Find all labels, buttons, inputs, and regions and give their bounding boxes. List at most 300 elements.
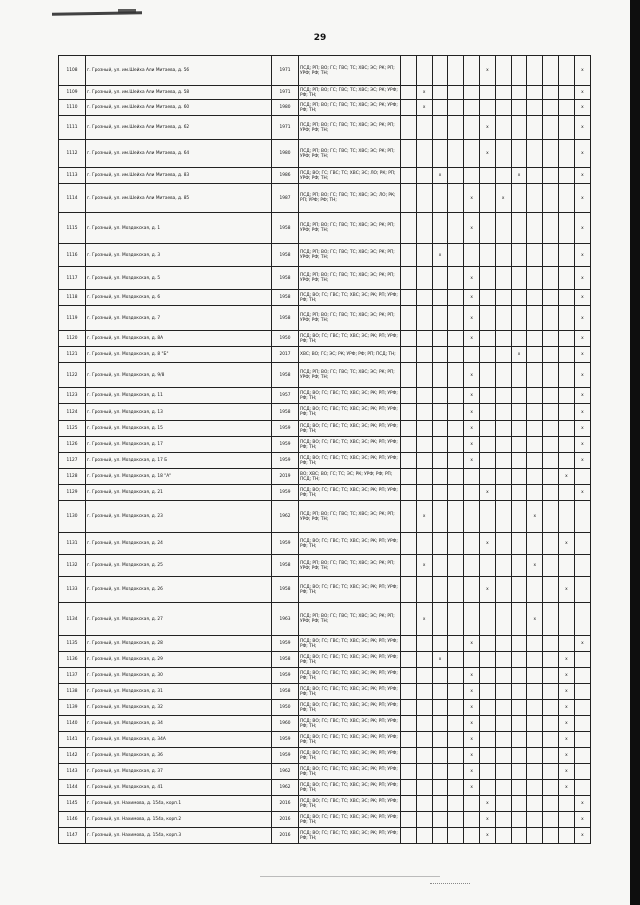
row-mark-cell bbox=[543, 469, 559, 485]
row-mark-cell bbox=[464, 86, 480, 100]
row-mark-cell bbox=[495, 828, 511, 844]
row-mark-cell bbox=[448, 485, 464, 501]
row-mark-cell bbox=[495, 603, 511, 636]
row-mark-cell bbox=[511, 636, 527, 652]
row-mark-cell bbox=[464, 555, 480, 577]
row-mark-cell bbox=[401, 485, 417, 501]
row-mark-cell bbox=[495, 716, 511, 732]
row-systems: ПСД; ВО; ГС; ГВС; ТС; ХВС; ЭС; РК; РП; УРФ; РФ; ТН; bbox=[299, 388, 401, 404]
row-mark-cell bbox=[495, 388, 511, 404]
row-address: г. Грозный, ул. Моздокская, д. 5 bbox=[86, 267, 272, 290]
row-mark-cell: x bbox=[464, 684, 480, 700]
row-address: г. Грозный, ул. им.Шейха Али Митаева, д. 60 bbox=[86, 100, 272, 116]
row-mark-cell bbox=[495, 780, 511, 796]
row-mark-cell bbox=[558, 453, 574, 469]
row-mark-cell bbox=[527, 780, 543, 796]
row-mark-cell bbox=[479, 404, 495, 421]
row-systems: ПСД; ВО; ГС; ГВС; ТС; ХВС; ЭС; РК; РП; УРФ; РФ; ТН; bbox=[299, 684, 401, 700]
row-number: 1122 bbox=[59, 363, 86, 388]
row-mark-cell bbox=[543, 306, 559, 331]
row-address: г. Грозный, ул. Моздокская, д. 15 bbox=[86, 421, 272, 437]
row-number: 1117 bbox=[59, 267, 86, 290]
row-mark-cell bbox=[401, 748, 417, 764]
row-mark-cell bbox=[511, 421, 527, 437]
row-mark-cell: x bbox=[464, 764, 480, 780]
row-mark-cell bbox=[527, 533, 543, 555]
row-mark-cell bbox=[448, 780, 464, 796]
row-mark-cell bbox=[511, 828, 527, 844]
row-mark-cell bbox=[574, 668, 590, 684]
row-mark-cell bbox=[401, 140, 417, 168]
row-address: г. Грозный, ул. Моздокская, д. 23 bbox=[86, 501, 272, 533]
row-mark-cell bbox=[511, 555, 527, 577]
row-mark-cell bbox=[464, 485, 480, 501]
row-mark-cell: x bbox=[416, 501, 432, 533]
row-address: г. Грозный, ул. Нахимова, д. 154а, корп.1 bbox=[86, 796, 272, 812]
row-number: 1146 bbox=[59, 812, 86, 828]
row-number: 1140 bbox=[59, 716, 86, 732]
row-mark-cell: x bbox=[464, 363, 480, 388]
row-systems: ПСД; РП; ВО; ГС; ГВС; ТС; ХВС; ЭС; РК; РП; УРФ; РФ; ТН; bbox=[299, 213, 401, 244]
row-mark-cell bbox=[416, 168, 432, 184]
row-mark-cell bbox=[448, 363, 464, 388]
row-mark-cell bbox=[543, 437, 559, 453]
row-number: 1133 bbox=[59, 577, 86, 603]
row-year: 1958 bbox=[272, 652, 299, 668]
row-mark-cell bbox=[511, 780, 527, 796]
row-mark-cell bbox=[527, 636, 543, 652]
row-mark-cell: x bbox=[558, 716, 574, 732]
row-systems: ПСД; ВО; ГС; ГВС; ТС; ХВС; ЭС; РК; РП; УРФ; РФ; ТН; bbox=[299, 700, 401, 716]
row-systems: ПСД; ВО; ГС; ГВС; ТС; ХВС; ЭС; РК; РП; УРФ; РФ; ТН; bbox=[299, 716, 401, 732]
row-systems: ПСД; ВО; ГС; ГВС; ТС; ХВС; ЭС; РК; РП; УРФ; РФ; ТН; bbox=[299, 652, 401, 668]
row-number: 1147 bbox=[59, 828, 86, 844]
table-row bbox=[59, 56, 591, 86]
row-year: 1958 bbox=[272, 306, 299, 331]
table-row bbox=[59, 404, 591, 421]
row-mark-cell bbox=[527, 437, 543, 453]
row-mark-cell: x bbox=[574, 437, 590, 453]
row-mark-cell bbox=[511, 306, 527, 331]
row-mark-cell bbox=[543, 716, 559, 732]
row-mark-cell bbox=[527, 363, 543, 388]
row-mark-cell bbox=[543, 290, 559, 306]
row-mark-cell bbox=[558, 306, 574, 331]
table-row bbox=[59, 244, 591, 267]
row-mark-cell bbox=[527, 796, 543, 812]
row-mark-cell bbox=[543, 636, 559, 652]
row-mark-cell bbox=[479, 347, 495, 363]
row-mark-cell bbox=[543, 168, 559, 184]
row-mark-cell bbox=[511, 764, 527, 780]
row-mark-cell: x bbox=[464, 453, 480, 469]
row-mark-cell bbox=[495, 56, 511, 86]
row-mark-cell bbox=[479, 700, 495, 716]
row-mark-cell bbox=[432, 437, 448, 453]
row-mark-cell bbox=[558, 555, 574, 577]
row-mark-cell: x bbox=[464, 780, 480, 796]
row-mark-cell bbox=[574, 555, 590, 577]
row-systems: ПСД; ВО; ГС; ГВС; ТС; ХВС; ЭС; РК; РП; УРФ; РФ; ТН; bbox=[299, 331, 401, 347]
row-number: 1137 bbox=[59, 668, 86, 684]
row-mark-cell bbox=[511, 485, 527, 501]
row-mark-cell bbox=[416, 331, 432, 347]
row-mark-cell bbox=[401, 290, 417, 306]
row-year: 1958 bbox=[272, 290, 299, 306]
row-year: 1958 bbox=[272, 684, 299, 700]
row-systems: ПСД; ВО; ГС; ГВС; ТС; ХВС; ЭС; РК; РП; УРФ; РФ; ТН; bbox=[299, 636, 401, 652]
row-mark-cell bbox=[527, 306, 543, 331]
row-mark-cell bbox=[543, 652, 559, 668]
row-mark-cell bbox=[448, 331, 464, 347]
row-mark-cell bbox=[432, 485, 448, 501]
row-year: 1963 bbox=[272, 603, 299, 636]
row-mark-cell bbox=[495, 86, 511, 100]
row-mark-cell bbox=[527, 184, 543, 213]
row-address: г. Грозный, ул. Моздокская, д. 13 bbox=[86, 404, 272, 421]
row-mark-cell: x bbox=[574, 453, 590, 469]
row-mark-cell bbox=[527, 732, 543, 748]
row-mark-cell bbox=[543, 577, 559, 603]
row-mark-cell bbox=[495, 485, 511, 501]
row-mark-cell bbox=[432, 700, 448, 716]
row-systems: ПСД; РП; ВО; ГС; ГВС; ТС; ХВС; ЭС; РК; РП; УРФ; РФ; ТН; bbox=[299, 244, 401, 267]
row-mark-cell: x bbox=[558, 668, 574, 684]
row-mark-cell bbox=[448, 796, 464, 812]
row-mark-cell: x bbox=[574, 244, 590, 267]
row-mark-cell bbox=[495, 363, 511, 388]
row-mark-cell bbox=[448, 86, 464, 100]
row-mark-cell bbox=[401, 764, 417, 780]
row-mark-cell: x bbox=[574, 363, 590, 388]
row-mark-cell bbox=[401, 331, 417, 347]
row-mark-cell bbox=[574, 603, 590, 636]
row-mark-cell: x bbox=[479, 796, 495, 812]
row-mark-cell: x bbox=[558, 533, 574, 555]
row-mark-cell: x bbox=[479, 140, 495, 168]
row-mark-cell bbox=[479, 290, 495, 306]
row-mark-cell bbox=[495, 764, 511, 780]
row-mark-cell bbox=[432, 796, 448, 812]
row-mark-cell bbox=[558, 421, 574, 437]
row-mark-cell bbox=[432, 331, 448, 347]
row-year: 1959 bbox=[272, 533, 299, 555]
row-year: 1959 bbox=[272, 453, 299, 469]
row-mark-cell bbox=[448, 700, 464, 716]
row-mark-cell bbox=[543, 764, 559, 780]
row-mark-cell bbox=[527, 421, 543, 437]
row-mark-cell bbox=[432, 603, 448, 636]
row-mark-cell bbox=[543, 812, 559, 828]
row-mark-cell bbox=[416, 636, 432, 652]
row-mark-cell bbox=[558, 267, 574, 290]
row-address: г. Грозный, ул. Нахимова, д. 154а, корп.3 bbox=[86, 828, 272, 844]
row-systems: ПСД; ВО; ГС; ГВС; ТС; ХВС; ЭС; РК; РП; УРФ; РФ; ТН; bbox=[299, 812, 401, 828]
row-number: 1125 bbox=[59, 421, 86, 437]
row-mark-cell bbox=[401, 603, 417, 636]
row-mark-cell bbox=[558, 501, 574, 533]
row-mark-cell: x bbox=[574, 828, 590, 844]
row-mark-cell bbox=[432, 347, 448, 363]
row-systems: ПСД; РП; ВО; ГС; ГВС; ТС; ХВС; ЭС; РК; УРФ; РФ; ТН; bbox=[299, 86, 401, 100]
row-mark-cell: x bbox=[464, 331, 480, 347]
row-mark-cell bbox=[527, 168, 543, 184]
row-mark-cell bbox=[448, 501, 464, 533]
row-mark-cell: x bbox=[558, 577, 574, 603]
row-mark-cell bbox=[527, 469, 543, 485]
row-mark-cell bbox=[401, 700, 417, 716]
row-systems: ПСД; ВО; ГС; ГВС; ТС; ХВС; ЭС; РК; РП; УРФ; РФ; ТН; bbox=[299, 748, 401, 764]
row-year: 1958 bbox=[272, 555, 299, 577]
row-mark-cell bbox=[527, 290, 543, 306]
row-number: 1132 bbox=[59, 555, 86, 577]
row-mark-cell bbox=[416, 828, 432, 844]
row-mark-cell bbox=[401, 453, 417, 469]
row-year: 1959 bbox=[272, 732, 299, 748]
table-row bbox=[59, 577, 591, 603]
row-number: 1141 bbox=[59, 732, 86, 748]
row-mark-cell bbox=[401, 555, 417, 577]
row-mark-cell bbox=[401, 86, 417, 100]
row-mark-cell bbox=[527, 267, 543, 290]
row-mark-cell: x bbox=[479, 56, 495, 86]
row-mark-cell bbox=[416, 684, 432, 700]
row-mark-cell bbox=[511, 668, 527, 684]
row-mark-cell bbox=[495, 636, 511, 652]
row-mark-cell bbox=[416, 404, 432, 421]
row-mark-cell bbox=[479, 213, 495, 244]
row-mark-cell bbox=[464, 244, 480, 267]
row-mark-cell bbox=[511, 404, 527, 421]
row-mark-cell bbox=[448, 533, 464, 555]
row-mark-cell: x bbox=[574, 485, 590, 501]
row-mark-cell bbox=[511, 184, 527, 213]
row-mark-cell bbox=[479, 732, 495, 748]
row-mark-cell bbox=[479, 388, 495, 404]
row-number: 1127 bbox=[59, 453, 86, 469]
row-mark-cell bbox=[527, 748, 543, 764]
row-year: 1987 bbox=[272, 184, 299, 213]
row-mark-cell bbox=[479, 555, 495, 577]
row-systems: ПСД; РП; ВО; ГС; ГВС; ТС; ХВС; ЭС; РК; РП; УРФ; РФ; ТН; bbox=[299, 363, 401, 388]
row-mark-cell bbox=[464, 100, 480, 116]
row-year: 2016 bbox=[272, 828, 299, 844]
row-year: 1960 bbox=[272, 716, 299, 732]
row-mark-cell bbox=[527, 684, 543, 700]
row-mark-cell bbox=[479, 469, 495, 485]
row-systems: ХВС; ВО; ГС; ЭС; РК; УРФ; РФ; РП; ПСД; ТН; bbox=[299, 347, 401, 363]
row-mark-cell bbox=[448, 388, 464, 404]
table-row bbox=[59, 213, 591, 244]
row-mark-cell bbox=[479, 244, 495, 267]
row-mark-cell bbox=[543, 56, 559, 86]
row-mark-cell bbox=[479, 168, 495, 184]
row-mark-cell: x bbox=[464, 267, 480, 290]
row-mark-cell: x bbox=[416, 555, 432, 577]
row-systems: ПСД; РП; ВО; ГС; ГВС; ТС; ХВС; ЭС; РК; РП; УРФ; РФ; ТН; bbox=[299, 140, 401, 168]
row-mark-cell bbox=[495, 555, 511, 577]
table-row bbox=[59, 764, 591, 780]
row-mark-cell bbox=[511, 684, 527, 700]
table-row bbox=[59, 700, 591, 716]
row-mark-cell bbox=[448, 684, 464, 700]
row-number: 1126 bbox=[59, 437, 86, 453]
table-row bbox=[59, 652, 591, 668]
table-row bbox=[59, 184, 591, 213]
row-mark-cell bbox=[464, 168, 480, 184]
row-mark-cell bbox=[511, 469, 527, 485]
row-mark-cell bbox=[543, 796, 559, 812]
scan-bottom-line bbox=[260, 876, 440, 877]
row-mark-cell bbox=[558, 168, 574, 184]
row-mark-cell bbox=[416, 764, 432, 780]
row-address: г. Грозный, ул. им.Шейха Али Митаева, д. 64 bbox=[86, 140, 272, 168]
row-mark-cell bbox=[543, 555, 559, 577]
row-mark-cell bbox=[401, 244, 417, 267]
row-mark-cell bbox=[511, 796, 527, 812]
row-mark-cell bbox=[511, 290, 527, 306]
row-number: 1136 bbox=[59, 652, 86, 668]
row-mark-cell: x bbox=[574, 636, 590, 652]
row-year: 2016 bbox=[272, 812, 299, 828]
row-mark-cell bbox=[416, 421, 432, 437]
row-systems: ПСД; ВО; ГС; ГВС; ТС; ХВС; ЭС; РК; РП; УРФ; РФ; ТН; bbox=[299, 290, 401, 306]
row-mark-cell bbox=[495, 244, 511, 267]
row-address: г. Грозный, ул. Нахимова, д. 154а, корп.2 bbox=[86, 812, 272, 828]
row-mark-cell: x bbox=[432, 168, 448, 184]
row-mark-cell bbox=[401, 469, 417, 485]
row-mark-cell bbox=[401, 56, 417, 86]
row-mark-cell bbox=[543, 533, 559, 555]
row-mark-cell bbox=[511, 331, 527, 347]
row-year: 1971 bbox=[272, 86, 299, 100]
row-mark-cell bbox=[511, 501, 527, 533]
table-row bbox=[59, 780, 591, 796]
row-address: г. Грозный, ул. Моздокская, д. 26 bbox=[86, 577, 272, 603]
row-mark-cell: x bbox=[574, 388, 590, 404]
row-year: 1959 bbox=[272, 437, 299, 453]
row-mark-cell bbox=[448, 469, 464, 485]
row-mark-cell: x bbox=[558, 469, 574, 485]
row-mark-cell bbox=[543, 388, 559, 404]
row-mark-cell: x bbox=[479, 533, 495, 555]
row-address: г. Грозный, ул. Моздокская, д. 8А bbox=[86, 331, 272, 347]
row-address: г. Грозный, ул. Моздокская, д. 37 bbox=[86, 764, 272, 780]
row-mark-cell bbox=[401, 668, 417, 684]
row-mark-cell: x bbox=[479, 812, 495, 828]
row-mark-cell bbox=[448, 56, 464, 86]
row-address: г. Грозный, ул. Моздокская, д. 17 Б bbox=[86, 453, 272, 469]
row-mark-cell bbox=[495, 331, 511, 347]
row-number: 1138 bbox=[59, 684, 86, 700]
row-mark-cell bbox=[511, 244, 527, 267]
row-mark-cell bbox=[495, 501, 511, 533]
row-mark-cell: x bbox=[574, 213, 590, 244]
row-mark-cell bbox=[558, 828, 574, 844]
row-address: г. Грозный, ул. Моздокская, д. 18 "А" bbox=[86, 469, 272, 485]
row-mark-cell bbox=[416, 652, 432, 668]
row-year: 1958 bbox=[272, 267, 299, 290]
row-mark-cell bbox=[416, 453, 432, 469]
row-mark-cell bbox=[479, 603, 495, 636]
row-mark-cell bbox=[432, 716, 448, 732]
row-systems: ПСД; РП; ВО; ГС; ГВС; ТС; ХВС; ЭС; РК; РП; УРФ; РФ; ТН; bbox=[299, 116, 401, 140]
row-mark-cell bbox=[448, 404, 464, 421]
row-mark-cell bbox=[574, 748, 590, 764]
row-systems: ПСД; РП; ВО; ГС; ГВС; ТС; ХВС; ЭС; РК; РП; УРФ; РФ; ТН; bbox=[299, 56, 401, 86]
row-mark-cell bbox=[432, 636, 448, 652]
row-mark-cell bbox=[448, 652, 464, 668]
table-row bbox=[59, 469, 591, 485]
row-mark-cell bbox=[495, 100, 511, 116]
row-mark-cell bbox=[527, 56, 543, 86]
row-mark-cell bbox=[527, 485, 543, 501]
row-mark-cell bbox=[495, 306, 511, 331]
row-address: г. Грозный, ул. им.Шейха Али Митаева, д. 56 bbox=[86, 56, 272, 86]
table-row bbox=[59, 421, 591, 437]
row-mark-cell bbox=[495, 469, 511, 485]
row-mark-cell bbox=[495, 437, 511, 453]
row-mark-cell: x bbox=[574, 812, 590, 828]
row-mark-cell bbox=[543, 700, 559, 716]
row-mark-cell: x bbox=[464, 404, 480, 421]
row-mark-cell bbox=[479, 267, 495, 290]
row-mark-cell: x bbox=[464, 748, 480, 764]
row-year: 2016 bbox=[272, 796, 299, 812]
row-mark-cell bbox=[558, 184, 574, 213]
row-mark-cell bbox=[401, 347, 417, 363]
row-mark-cell bbox=[401, 116, 417, 140]
row-mark-cell bbox=[432, 577, 448, 603]
row-mark-cell: x bbox=[574, 290, 590, 306]
row-mark-cell bbox=[527, 116, 543, 140]
row-mark-cell bbox=[432, 453, 448, 469]
row-address: г. Грозный, ул. Моздокская, д. 9/8 bbox=[86, 363, 272, 388]
housing-register-table bbox=[58, 55, 591, 844]
row-mark-cell bbox=[448, 347, 464, 363]
row-systems: ПСД; ВО; ГС; ГВС; ТС; ХВС; ЭС; РК; РП; УРФ; РФ; ТН; bbox=[299, 421, 401, 437]
row-number: 1144 bbox=[59, 780, 86, 796]
row-mark-cell bbox=[479, 363, 495, 388]
row-address: г. Грозный, ул. Моздокская, д. 29 bbox=[86, 652, 272, 668]
row-mark-cell bbox=[432, 213, 448, 244]
row-mark-cell bbox=[558, 331, 574, 347]
row-systems: ПСД; ВО; ГС; ГВС; ТС; ХВС; ЭС; РК; РП; УРФ; РФ; ТН; bbox=[299, 668, 401, 684]
row-number: 1145 bbox=[59, 796, 86, 812]
row-mark-cell bbox=[448, 812, 464, 828]
row-mark-cell bbox=[574, 469, 590, 485]
row-mark-cell bbox=[448, 116, 464, 140]
row-mark-cell: x bbox=[574, 56, 590, 86]
row-mark-cell bbox=[448, 213, 464, 244]
row-systems: ВО; ХВС; ВО; ГС; ТС; ЭС; РК; УРФ; РФ; РП; ПСД; ТН; bbox=[299, 469, 401, 485]
row-number: 1131 bbox=[59, 533, 86, 555]
row-mark-cell bbox=[416, 56, 432, 86]
row-mark-cell bbox=[495, 168, 511, 184]
row-systems: ПСД; ВО; ГС; ГВС; ТС; ХВС; ЭС; РК; РП; УРФ; РФ; ТН; bbox=[299, 780, 401, 796]
row-mark-cell bbox=[479, 421, 495, 437]
row-mark-cell bbox=[432, 56, 448, 86]
row-address: г. Грозный, ул. Моздокская, д. 8 "Б" bbox=[86, 347, 272, 363]
row-mark-cell bbox=[543, 404, 559, 421]
row-mark-cell bbox=[527, 347, 543, 363]
row-address: г. Грозный, ул. Моздокская, д. 11 bbox=[86, 388, 272, 404]
row-mark-cell bbox=[448, 603, 464, 636]
row-year: 1962 bbox=[272, 764, 299, 780]
row-systems: ПСД; ВО; ГС; ГВС; ТС; ХВС; ЭС; РК; РП; УРФ; РФ; ТН; bbox=[299, 533, 401, 555]
row-mark-cell bbox=[401, 363, 417, 388]
row-mark-cell: x bbox=[574, 306, 590, 331]
